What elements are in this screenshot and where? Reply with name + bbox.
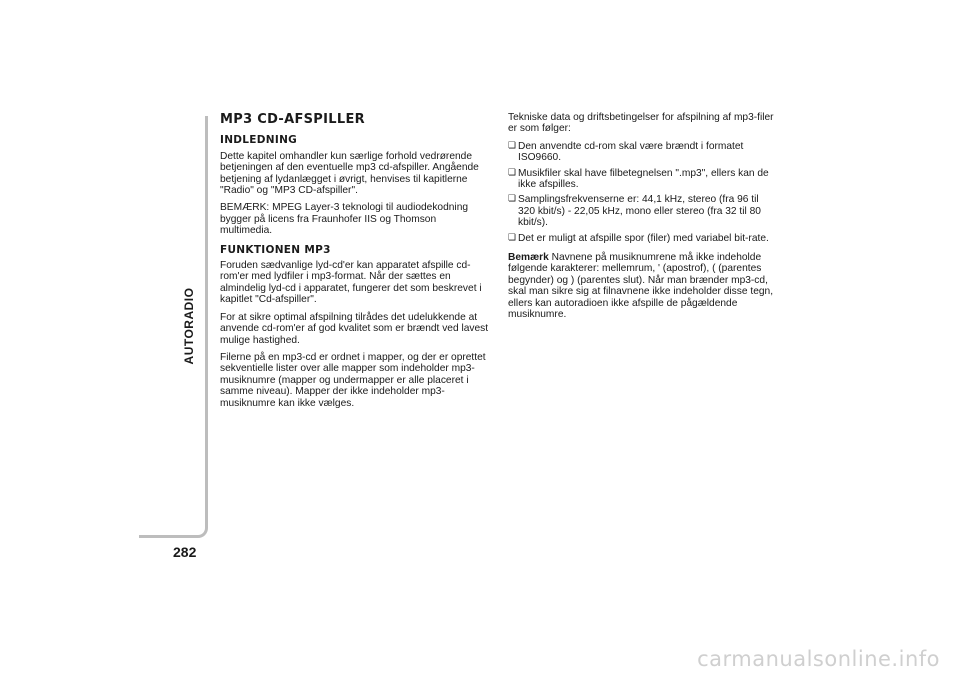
function-paragraph-1: Foruden sædvanlige lyd-cd'er kan apparatet afspille cd-rom'er med lydfiler i mp3-format. Når der sættes en almindelig lyd-cd i apparatet, fungerer det som beskrevet i kapitlet "Cd-afspiller". — [220, 260, 482, 306]
page-number: 282 — [173, 544, 197, 560]
function-paragraph-3: Filerne på en mp3-cd er ordnet i mapper, og der er oprettet sekventielle lister over alle mapper som indeholder mp3-musiknumre (mapper og undermapper er alle placeret i samme niveau). Mapper der ikke indeholder mp3-musiknumre kan ikke vælges. — [220, 351, 486, 409]
function-heading: FUNKTIONEN MP3 — [220, 243, 331, 256]
intro-paragraph-2: BEMÆRK: MPEG Layer-3 teknologi til audiodekodning bygger på licens fra Fraunhofer IIS og Thomson multimedia. — [220, 202, 469, 237]
function-paragraph-2: For at sikre optimal afspilning tilrådes det udelukkende at anvende cd-rom'er af god kvalitet som er brændt ved lavest mulige hastighed. — [220, 311, 489, 346]
intro-paragraph-1: Dette kapitel omhandler kun særlige forhold vedrørende betjeningen af den eventuelle mp3 cd-afspiller. Angående betjening af lydanlægget i øvrigt, henvises til kapitlerne "Radio" og "MP3 CD-afspiller". — [220, 150, 479, 197]
note-text: Navnene på musiknumrene må ikke indeholde følgende karakterer: mellemrum, ' (apostrof), ( (parentes begynder) og ) (parentes slut). Når man brænder mp3-cd, skal man sikre sig at filnavnene ikke indeholder disse tegn, ellers kan autoradioen ikke afspille de pågældende musiknumre. — [508, 252, 774, 321]
page-title: MP3 CD-AFSPILLER — [220, 112, 365, 127]
note-label: Bemærk — [508, 252, 549, 264]
bullet-item: ❏ Musikfiler skal have filbetegnelsen ".mp3", ellers kan de ikke afspilles. — [508, 168, 778, 191]
section-label: AUTORADIO — [182, 287, 196, 365]
note-paragraph — [508, 252, 778, 320]
bullet-item: ❏ Den anvendte cd-rom skal være brændt i formatet ISO9660. — [508, 141, 778, 164]
bullet-item: ❏ Det er muligt at afspille spor (filer) med variabel bit-rate. — [508, 233, 778, 244]
intro-heading: INDLEDNING — [220, 134, 298, 147]
right-column — [508, 112, 778, 327]
margin-bar — [139, 116, 208, 538]
left-column — [220, 112, 490, 415]
watermark: carmanualsonline.info — [697, 647, 940, 671]
tech-intro: Tekniske data og driftsbetingelser for afspilning af mp3-filer er som følger: — [508, 112, 774, 135]
bullet-item: ❏ Samplingsfrekvenserne er: 44,1 kHz, stereo (fra 96 til 320 kbit/s) - 22,05 kHz, mono eller stereo (fra 32 til 80 kbit/s). — [508, 194, 778, 228]
